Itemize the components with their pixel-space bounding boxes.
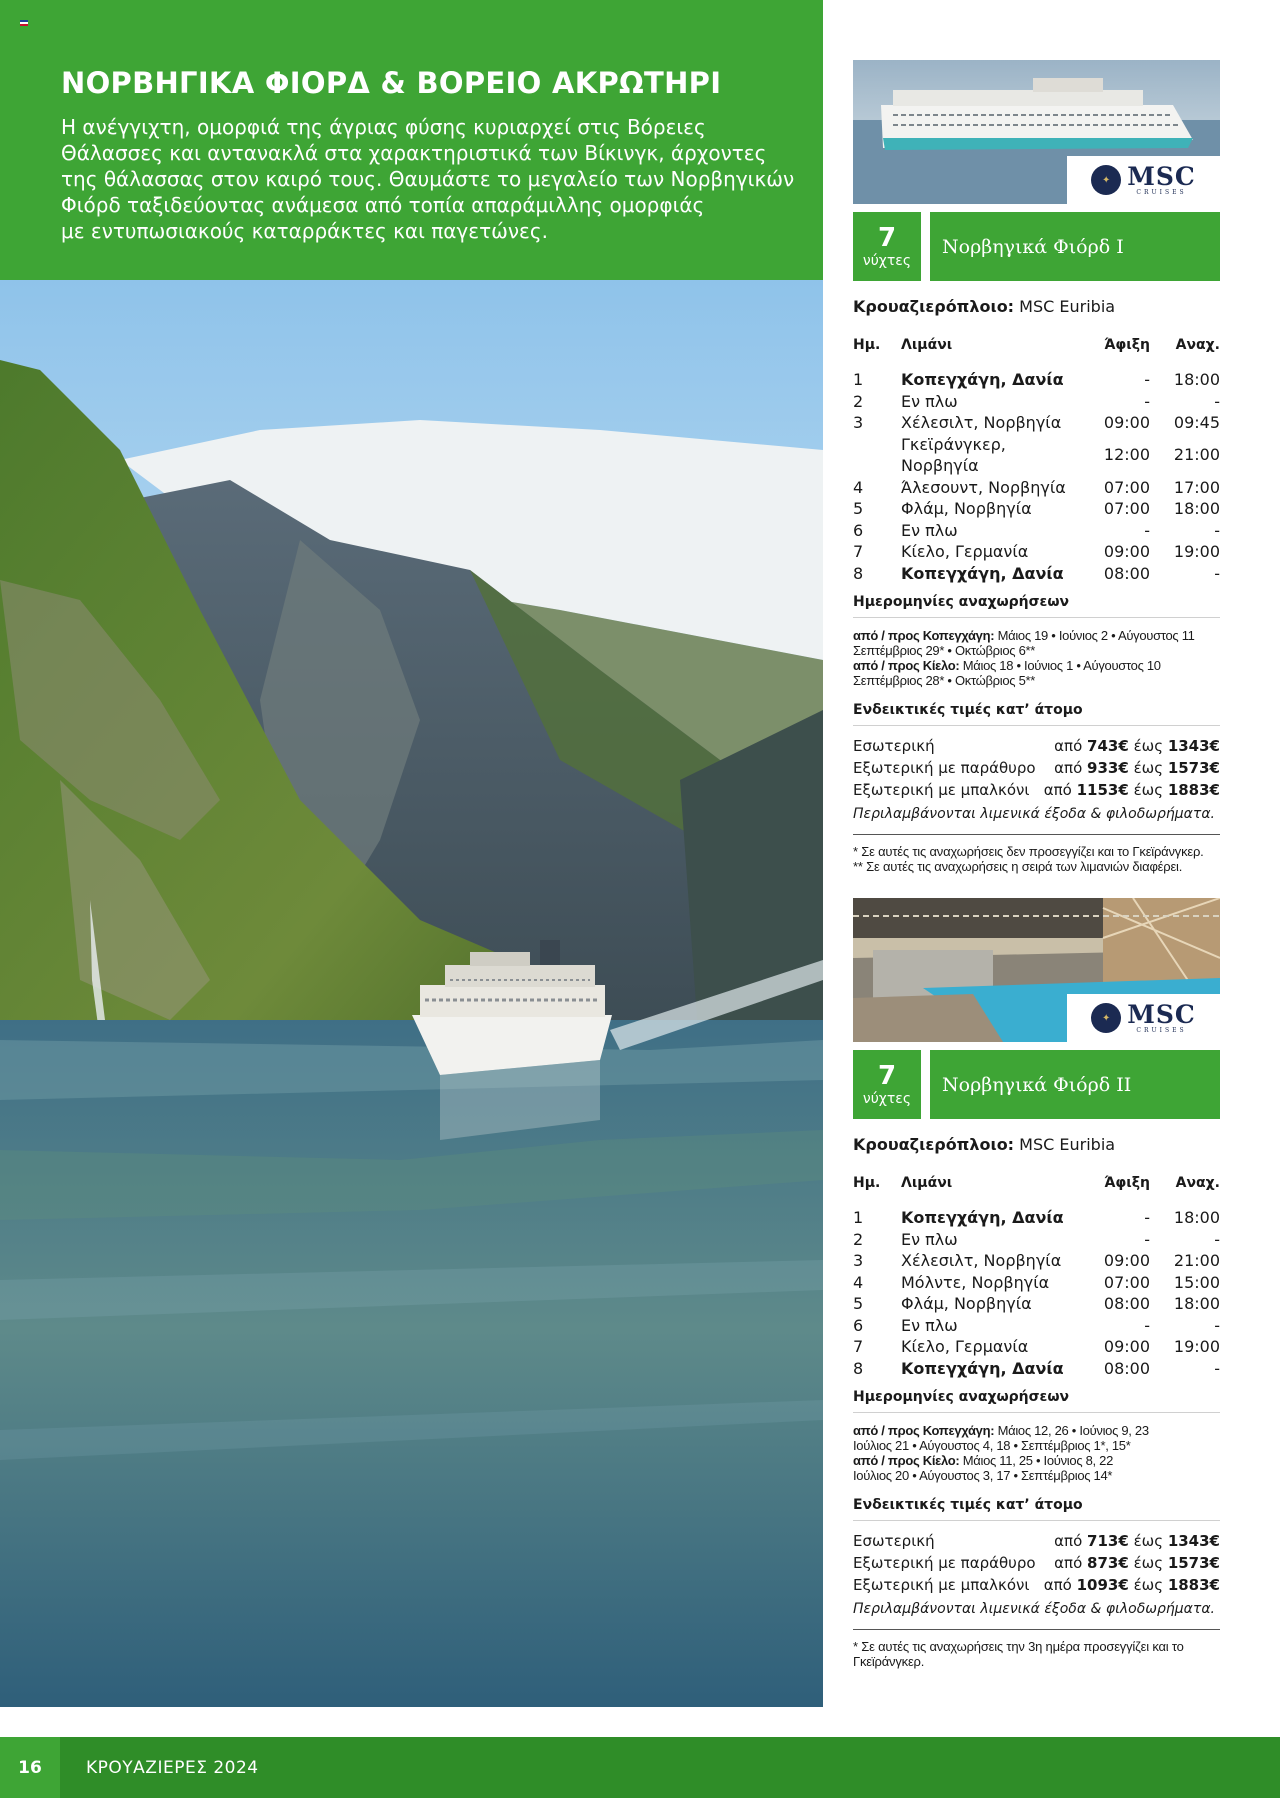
ship-label: Κρουαζιερόπλοιο: bbox=[853, 1135, 1015, 1154]
table-row: 5 Φλάμ, Νορβηγία 08:00 18:00 bbox=[853, 1294, 1220, 1313]
intro-line: Φιόρδ ταξιδεύοντας ανάμεσα από τοπία απαράμιλλης ομορφιάς bbox=[61, 193, 705, 217]
table-row: 7 Κίελο, Γερμανία 09:00 19:00 bbox=[853, 1337, 1220, 1356]
included-note: Περιλαμβάνονται λιμενικά έξοδα & φιλοδωρήματα. bbox=[853, 806, 1220, 835]
footnote: * Σε αυτές τις αναχωρήσεις δεν προσεγγίζει και το Γκεϊράνγκερ. bbox=[853, 844, 1204, 859]
table-header-row bbox=[853, 1175, 1220, 1207]
price-list bbox=[853, 735, 1220, 801]
msc-cruises-logo bbox=[1067, 156, 1220, 204]
ship-name: MSC Euribia bbox=[1019, 1135, 1116, 1154]
table-row: 7 Κίελο, Γερμανία 09:00 19:00 bbox=[853, 542, 1220, 561]
ship-name: MSC Euribia bbox=[1019, 297, 1116, 316]
table-row: 1 Κοπεγχάγη, Δανία - 18:00 bbox=[853, 1208, 1220, 1227]
price-row: Εξωτερική με μπαλκόνι από 1153€ έως 1883€ bbox=[853, 781, 1220, 799]
nights-count: 7 bbox=[877, 1060, 897, 1091]
prices-heading: Ενδεικτικές τιμές κατ’ άτομο bbox=[853, 702, 1220, 726]
cruise-name: Νορβηγικά Φιόρδ Ι bbox=[930, 212, 1220, 281]
flag-icon bbox=[20, 20, 28, 26]
col-arrival: Άφιξη bbox=[1104, 1175, 1150, 1191]
col-port: Λιμάνι bbox=[901, 1175, 953, 1191]
table-header-row bbox=[853, 337, 1220, 369]
col-day: Ημ. bbox=[853, 337, 881, 353]
cruise-title-row bbox=[853, 1050, 1220, 1119]
intro-line: της θάλασσας στον καιρό τους. Θαυμάστε το μεγαλείο των Νορβηγικών bbox=[61, 167, 795, 191]
table-row: Γκεϊράνγκερ, Νορβηγία 12:00 21:00 bbox=[901, 434, 1220, 475]
col-arrival: Άφιξη bbox=[1104, 337, 1150, 353]
price-row: Εξωτερική με μπαλκόνι από 1093€ έως 1883€ bbox=[853, 1576, 1220, 1594]
dates-entry: από / προς Κίελο: Μάιος 11, 25 • Ιούνιος 8, 22 Ιούλιος 20 • Αύγουστος 3, 17 • Σεπτέμβριος 14* bbox=[853, 1453, 1114, 1483]
nights-count: 7 bbox=[877, 222, 897, 253]
intro-text bbox=[61, 114, 801, 244]
dates-entry: από / προς Κίελο: Μάιος 18 • Ιούνιος 1 • Αύγουστος 10 Σεπτέμβριος 28* • Οκτώβριος 5** bbox=[853, 658, 1161, 688]
footnotes bbox=[853, 1639, 1220, 1669]
prices-heading: Ενδεικτικές τιμές κατ’ άτομο bbox=[853, 1497, 1220, 1521]
msc-cruises-logo bbox=[1067, 994, 1220, 1042]
table-row: 6 Εν πλω - - bbox=[853, 1315, 1220, 1335]
table-row: 1 Κοπεγχάγη, Δανία - 18:00 bbox=[853, 370, 1220, 389]
cruise-card bbox=[853, 60, 1220, 874]
itinerary-table bbox=[853, 1175, 1220, 1379]
intro-line: με εντυπωσιακούς καταρράκτες και παγετώνες. bbox=[61, 219, 548, 243]
dates-entry: από / προς Κοπεγχάγη: Μάιος 19 • Ιούνιος 2 • Αύγουστος 11 Σεπτέμβριος 29* • Οκτώβριος 6** bbox=[853, 628, 1195, 658]
intro-line: Η ανέγγιχτη, ομορφιά της άγριας φύσης κυριαρχεί στις Βόρειες bbox=[61, 115, 706, 139]
table-row: 5 Φλάμ, Νορβηγία 07:00 18:00 bbox=[853, 499, 1220, 518]
departure-dates bbox=[853, 628, 1220, 688]
price-row: Εσωτερική από 713€ έως 1343€ bbox=[853, 1532, 1220, 1550]
departure-dates bbox=[853, 1423, 1220, 1483]
price-list bbox=[853, 1530, 1220, 1596]
ship-line bbox=[853, 297, 1220, 316]
footnotes bbox=[853, 844, 1220, 874]
page-footer bbox=[0, 1737, 1280, 1798]
ship-label: Κρουαζιερόπλοιο: bbox=[853, 297, 1015, 316]
cruise-name: Νορβηγικά Φιόρδ ΙΙ bbox=[930, 1050, 1220, 1119]
price-row: Εξωτερική με παράθυρο από 873€ έως 1573€ bbox=[853, 1554, 1220, 1572]
logo-word: MSC bbox=[1127, 162, 1196, 191]
table-row: 4 Άλεσουντ, Νορβηγία 07:00 17:00 bbox=[853, 477, 1220, 497]
logo-word: MSC bbox=[1127, 1000, 1196, 1029]
table-row: 3 Χέλεσιλτ, Νορβηγία 09:00 21:00 bbox=[853, 1251, 1220, 1270]
table-row: 3 Χέλεσιλτ, Νορβηγία 09:00 09:45 bbox=[853, 413, 1220, 432]
hero-box bbox=[0, 0, 823, 280]
table-row: 4 Μόλντε, Νορβηγία 07:00 15:00 bbox=[853, 1272, 1220, 1292]
fjord-illustration bbox=[0, 280, 823, 1707]
nights-label: νύχτες bbox=[862, 252, 912, 269]
col-day: Ημ. bbox=[853, 1175, 881, 1191]
ship-exterior-photo bbox=[853, 60, 1220, 204]
dates-entry: από / προς Κοπεγχάγη: Μάιος 12, 26 • Ιούνιος 9, 23 Ιούλιος 21 • Αύγουστος 4, 18 • Σεπτέμβριος 1*, 15* bbox=[853, 1423, 1149, 1453]
cruise-card bbox=[853, 898, 1220, 1669]
table-row: 6 Εν πλω - - bbox=[853, 520, 1220, 540]
logo-sub: CRUISES bbox=[1136, 189, 1187, 196]
col-departure: Αναχ. bbox=[1175, 337, 1220, 353]
intro-line: Θάλασσες και αντανακλά στα χαρακτηριστικά των Βίκινγκ, άρχοντες bbox=[61, 141, 767, 165]
dates-heading: Ημερομηνίες αναχωρήσεων bbox=[853, 594, 1220, 618]
footer-label: ΚΡΟΥΑΖΙΕΡΕΣ 2024 bbox=[86, 1757, 259, 1778]
ship-line bbox=[853, 1135, 1220, 1154]
table-row: 8 Κοπεγχάγη, Δανία 08:00 - bbox=[853, 1358, 1220, 1378]
nights-badge bbox=[853, 1050, 921, 1119]
table-row: 2 Εν πλω - - bbox=[853, 1229, 1220, 1249]
footnote: Γκεϊράνγκερ. bbox=[853, 1654, 925, 1669]
nights-label: νύχτες bbox=[862, 1090, 912, 1107]
col-port: Λιμάνι bbox=[901, 337, 953, 353]
page-title: ΝΟΡΒΗΓΙΚΑ ΦΙΟΡΔ & ΒΟΡΕΙΟ ΑΚΡΩΤΗΡΙ bbox=[61, 66, 722, 100]
ship-interior-photo bbox=[853, 898, 1220, 1042]
footnote: ** Σε αυτές τις αναχωρήσεις η σειρά των λιμανιών διαφέρει. bbox=[853, 859, 1183, 874]
table-row: 2 Εν πλω - - bbox=[853, 391, 1220, 411]
col-departure: Αναχ. bbox=[1175, 1175, 1220, 1191]
msc-emblem-icon: ✦ bbox=[1091, 165, 1121, 195]
nights-badge bbox=[853, 212, 921, 281]
cruise-title-row bbox=[853, 212, 1220, 281]
included-note: Περιλαμβάνονται λιμενικά έξοδα & φιλοδωρήματα. bbox=[853, 1601, 1220, 1630]
price-row: Εξωτερική με παράθυρο από 933€ έως 1573€ bbox=[853, 759, 1220, 777]
fjord-photo bbox=[0, 280, 823, 1707]
page-number: 16 bbox=[0, 1737, 60, 1798]
logo-sub: CRUISES bbox=[1136, 1027, 1187, 1034]
footnote: * Σε αυτές τις αναχωρήσεις την 3η ημέρα προσεγγίζει και το bbox=[853, 1639, 1184, 1654]
table-row: 8 Κοπεγχάγη, Δανία 08:00 - bbox=[853, 563, 1220, 583]
dates-heading: Ημερομηνίες αναχωρήσεων bbox=[853, 1389, 1220, 1413]
price-row: Εσωτερική από 743€ έως 1343€ bbox=[853, 737, 1220, 755]
itinerary-table bbox=[853, 337, 1220, 584]
msc-emblem-icon: ✦ bbox=[1091, 1003, 1121, 1033]
